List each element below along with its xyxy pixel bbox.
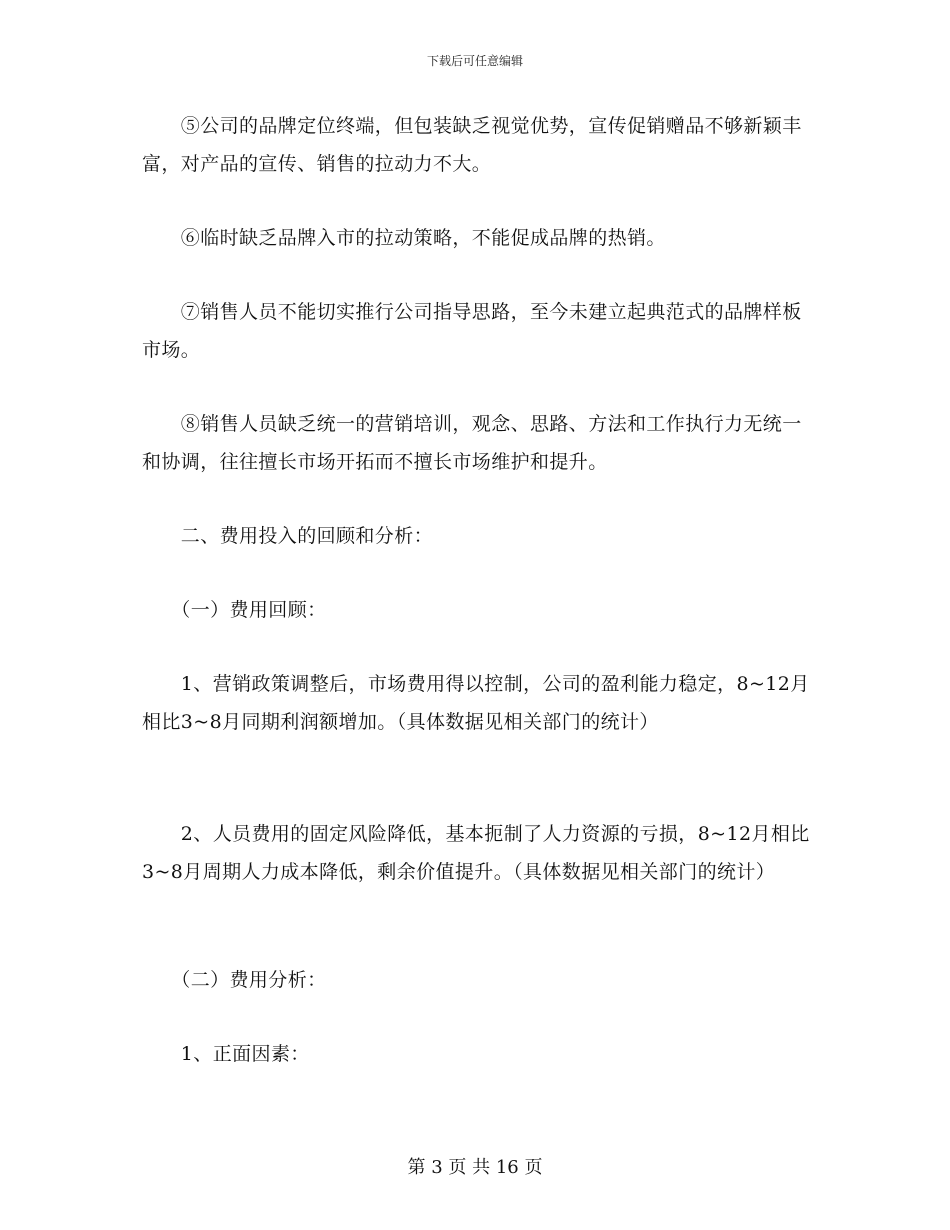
page-header-note: 下载后可任意编辑: [426, 54, 523, 68]
subsection-heading-cost-review: （一）费用回顾：: [142, 599, 327, 621]
paragraph-marketing-policy: 1、营销政策调整后，市场费用得以控制，公司的盈利能力稳定，8~12月相比3~8月同期利润额增加。（具体数据见相关部门的统计）: [142, 673, 810, 733]
paragraph-brand-strategy: ⑥临时缺乏品牌入市的拉动策略，不能促成品牌的热销。: [142, 227, 666, 249]
section-heading-cost-review: 二、费用投入的回顾和分析：: [142, 525, 434, 547]
paragraph-personnel-cost: 2、人员费用的固定风险降低，基本扼制了人力资源的亏损，8~12月相比3~8月周期人力成本降低，剩余价值提升。（具体数据见相关部门的统计）: [142, 823, 810, 883]
paragraph-sales-training: ⑧销售人员缺乏统一的营销培训，观念、思路、方法和工作执行力无统一和协调，往往擅长市场开拓而不擅长市场维护和提升。: [142, 413, 802, 473]
page-number-footer: 第 3 页 共 16 页: [407, 1157, 543, 1178]
paragraph-sales-guidance: ⑦销售人员不能切实推行公司指导思路，至今未建立起典范式的品牌样板市场。: [142, 301, 802, 361]
subsection-heading-cost-analysis: （二）费用分析：: [142, 969, 327, 991]
paragraph-positive-factors: 1、正面因素：: [142, 1043, 310, 1065]
paragraph-brand-positioning: ⑤公司的品牌定位终端，但包装缺乏视觉优势，宣传促销赠品不够新颖丰富，对产品的宣传、销售的拉动力不大。: [142, 115, 802, 175]
